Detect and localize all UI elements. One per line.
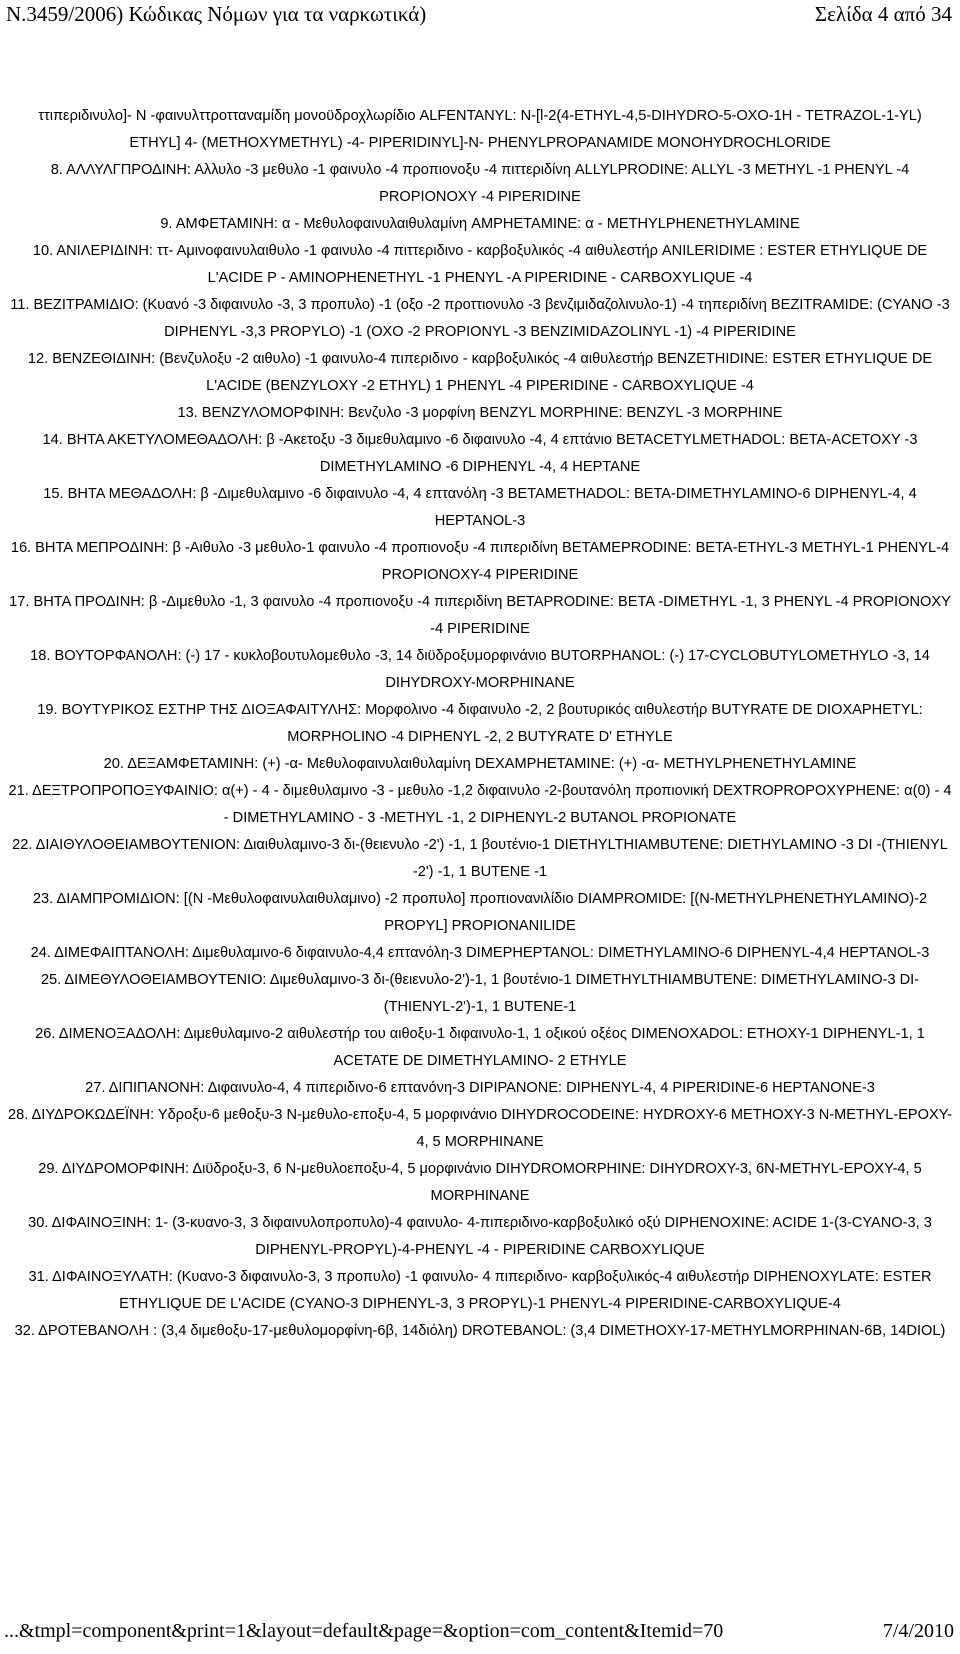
page-footer [0,1620,960,1650]
paragraph-item-24: 24. ΔΙΜΕΦΑΙΠΤΑΝΟΛΗ: Διμεθυλαμινο-6 διφαινυλο-4,4 επτανόλη-3 DIMEPHEPTANOL: DIMETHYLAMINO-6 DIPHENYL-4,4 HEPTANOL-3 [30,945,930,961]
paragraph-item-16: 16. ΒΗΤΑ ΜΕΠΡΟΔΙΝΗ: β -Αιθυλο -3 μεθυλο-1 φαινυλο -4 προπιονοξυ -4 πιπεριδίνη BETAMEPRODINE: BETA-ETHYL-3 METHYL-1 PHENYL-4 PROPIONOXY-4 PIPERIDINE [10,540,950,583]
paragraph-item-25: 25. ΔΙΜΕΘΥΛΟΘΕΙΑΜΒΟΥΤΕΝΙΟ: Διμεθυλαμινο-3 δι-(θειενυλο-2')-1, 1 βουτένιο-1 DIMETHYLTHIAMBUTENE: DIMETHYLAMINO-3 DI-(THIENYL-2')-1, 1 BUTENE-1 [40,972,920,1015]
paragraph-item-19: 19. ΒΟΥΤΥΡΙΚΟΣ ΕΣΤΗΡ ΤΗΣ ΔΙΟΞΑΦΑΙΤΥΛΗΣ: Μορφολινο -4 διφαινυλο -2, 2 βουτυρικός αιθυλεστήρ BUTYRATE DE DIOXAPHETYL: MORPHOLINO -4 DIPHENYL -2, 2 BUTYRATE D' ETHYLE [37,702,923,745]
footer-date: 7/4/2010 [882,1620,954,1642]
paragraph-item-30: 30. ΔΙΦΑΙΝΟΞΙΝΗ: 1- (3-κυανο-3, 3 διφαινυλοπροπυλο)-4 φαινυλο- 4-πιπεριδινο-καρβοξυλικό οξύ DIPHENOXINE: ACIDE 1-(3-CYANO-3, 3 DIPHENYL-PROPYL)-4-PHENYL -4 - PIPERIDINE CARBOXYLIQUE [28,1215,932,1258]
document-body [8,103,952,1345]
paragraph-item-18: 18. ΒΟΥΤΟΡΦΑΝΟΛΗ: (-) 17 - κυκλοβουτυλομεθυλο -3, 14 διϋδροξυμορφινάνιο BUTORPHANOL: (-) 17-CYCLOBUTYLOMETHYLO -3, 14 DIHYDROXY-MORPHINANE [30,648,930,691]
paragraph-item-10: 10. ΑΝΙΛΕΡΙΔΙΝΗ: ττ- Αμινοφαινυλαιθυλο -1 φαινυλο -4 πιττεριδινο - καρβοξυλικός -4 αιθυλεστήρ ANILERIDIME : ESTER ETHYLIQUE DE L'ACIDE P - AMINOPHENETHYL -1 PHENYL -A PIPERIDINE - CARBOXYLIQUE -4 [32,243,928,286]
paragraph-item-15: 15. ΒΗΤΑ ΜΕΘΑΔΟΛΗ: β -Διμεθυλαμινο -6 διφαινυλο -4, 4 επτανόλη -3 BETAMETHADOL: BETA-DIMETHYLAMINO-6 DIPHENYL-4, 4 HEPTANOL-3 [43,486,917,529]
paragraph-item-9: 9. ΑΜΦΕΤΑΜΙΝΗ: α - Μεθυλοφαινυλαιθυλαμίνη AMPHETAMINE: α - METHYLPHENETHYLAMINE [160,216,800,232]
paragraph-item-27: 27. ΔΙΠΙΠΑΝΟΝΗ: Διφαινυλο-4, 4 πιπεριδινο-6 επτανόνη-3 DIPIPANONE: DIPHENYL-4, 4 PIPERIDINE-6 HEPTANONE-3 [85,1080,875,1096]
page-header [0,0,960,40]
paragraph-item-20: 20. ΔΕΞΑΜΦΕΤΑΜΙΝΗ: (+) -α- Μεθυλοφαινυλαιθυλαμίνη DEXAMPHETAMINE: (+) -α- METHYLPHENETHYLAMINE [103,756,857,772]
document-title: N.3459/2006) Κώδικας Νόμων για τα ναρκωτικά) [6,2,427,26]
paragraph-item-21: 21. ΔΕΞΤΡΟΠΡΟΠΟΞΥΦΑΙΝΙΟ: α(+) - 4 - διμεθυλαμινο -3 - μεθυλο -1,2 διφαινυλο -2-βουτανόλη προπιονική DEXTROPROPOXYPHENE: α(0) - 4 - DIMETHYLAMINO - 3 -METHYL -1, 2 DIPHENYL-2 BUTANOL PROPIONATE [8,783,952,826]
paragraph-item-14: 14. ΒΗΤΑ ΑΚΕΤΥΛΟΜΕΘΑΔΟΛΗ: β -Ακετοξυ -3 διμεθυλαμινο -6 διφαινυλο -4, 4 επτάνιο BETACETYLMETHADOL: BETA-ACETOXY -3 DIMETHYLAMINO -6 DIPHENYL -4, 4 HEPTANE [42,432,918,475]
footer-url: ...&tmpl=component&print=1&layout=default&page=&option=com_content&Itemid=70 [4,1620,724,1642]
paragraph-item-23: 23. ΔΙΑΜΠΡΟΜΙΔΙΟΝ: [(Ν -Μεθυλοφαινυλαιθυλαμινο) -2 προπυλο] προπιονανιλίδιο DIAMPROMIDE: [(N-METHYLPHENETHYLAMINO)-2 PROPYL] PROPIONANILIDE [32,891,928,934]
paragraph-item-29: 29. ΔΙΥΔΡΟΜΟΡΦΙΝΗ: Διϋδροξυ-3, 6 Ν-μεθυλοεποξυ-4, 5 μορφινάνιο DIHYDROMORPHINE: DIHYDROXY-3, 6N-METHYL-EPOXY-4, 5 MORPHINANE [38,1161,922,1204]
paragraph-item-22: 22. ΔΙΑΙΘΥΛΟΘΕΙΑΜΒΟΥΤΕΝΙΟΝ: Διαιθυλαμινο-3 δι-(θειενυλο -2') -1, 1 βουτένιο-1 DIETHYLTHIAMBUTENE: DIETHYLAMINO -3 DI -(THIENYL -2') -1, 1 BUTENE -1 [12,837,948,880]
paragraph-item-26: 26. ΔΙΜΕΝΟΞΑΔΟΛΗ: Διμεθυλαμινο-2 αιθυλεστήρ του αιθοξυ-1 διφαινυλο-1, 1 οξικού οξέος DIMENOXADOL: ETHOXY-1 DIPHENYL-1, 1 ACETATE DE DIMETHYLAMINO- 2 ETHYLE [35,1026,925,1069]
paragraph-item-32: 32. ΔΡΟΤΕΒΑΝΟΛΗ : (3,4 διμεθοξυ-17-μεθυλομορφίνη-6β, 14διόλη) DROTEBANOL: (3,4 DIMETHOXY-17-METHYLMORPHINAN-6B, 14DIOL) [14,1323,946,1339]
paragraph-item-28: 28. ΔΙΥΔΡΟΚΩΔΕΪΝΗ: Υδροξυ-6 μεθοξυ-3 Ν-μεθυλο-εποξυ-4, 5 μορφινάνιο DIHYDROCODEINE: HYDROXY-6 METHOXY-3 N-METHYL-EPOXY- 4, 5 MORPHINANE [8,1107,953,1150]
paragraph-item-11: 11. ΒΕΖΙΤΡΑΜΙΔΙΟ: (Κυανό -3 διφαινυλο -3, 3 προπυλο) -1 (οξο -2 προττιονυλο -3 βενζιμιδαζολινυλο-1) -4 τηπεριδίνη BEZITRAMIDE: (CYANO -3 DIPHENYL -3,3 PROPYLO) -1 (OXO -2 PROPIONYL -3 BENZIMIDAZOLINYL -1) -4 PIPERIDINE [10,297,950,340]
paragraph-continuation-b: ETHYL] 4- (METHOXYMETHYL) -4- PIPERIDINYL]-N- PHENYLPROPANAMIDE MONOHYDROCHLORIDE [129,135,831,151]
paragraph-item-31: 31. ΔΙΦΑΙΝΟΞΥΛΑΤΗ: (Κυανο-3 διφαινυλο-3, 3 προπυλο) -1 φαινυλο- 4 πιπεριδινο- καρβοξυλικός-4 αιθυλεστήρ DIPHENOXYLATE: ESTER ETHYLIQUE DE L'ACIDE (CYANO-3 DIPHENYL-3, 3 PROPYL)-1 PHENYL-4 PIPERIDINE-CARBOXYLIQUE-4 [28,1269,932,1312]
paragraph-item-13: 13. ΒΕΝΖΥΛΟΜΟΡΦΙΝΗ: Βενζυλο -3 μορφίνη BENZYL MORPHINE: BENZYL -3 MORPHINE [177,405,783,421]
paragraph-continuation-a: ττιπεριδινυλο]- Ν -φαινυλττροτταναμίδη μονοϋδροχλωρίδιο ALFENTANYL: N-[l-2(4-ETHYL-4,5-DIHYDRO-5-OXO-1H - TETRAZOL-1-YL) [38,108,922,124]
page-number: Σελίδα 4 από 34 [814,2,952,26]
paragraph-item-8: 8. ΑΛΛΥΛΓΠΡΟΔΙΝΗ: Αλλυλο -3 μεθυλο -1 φαινυλο -4 προπιονοξυ -4 πιττεριδίνη ALLYLPRODINE: ALLYL -3 METHYL -1 PHENYL -4 PROPIONOXY -4 PIPERIDINE [50,162,910,205]
paragraph-item-12: 12. ΒΕΝΖΕΘΙΔΙΝΗ: (Βενζυλοξυ -2 αιθυλο) -1 φαινυλο-4 πιπεριδινο - καρβοξυλικός -4 αιθυλεστήρ BENZETHIDINE: ESTER ETHYLIQUE DE L'ACIDE (BENZYLOXY -2 ETHYL) 1 PHENYL -4 PIPERIDINE - CARBOXYLIQUE -4 [27,351,933,394]
paragraph-item-17: 17. ΒΗΤΑ ΠΡΟΔΙΝΗ: β -Διμεθυλο -1, 3 φαινυλο -4 προπιονοξυ -4 πιπεριδίνη BETAPRODINE: BETA -DIMETHYL -1, 3 PHENYL -4 PROPIONOXY -4 PIPERIDINE [9,594,951,637]
